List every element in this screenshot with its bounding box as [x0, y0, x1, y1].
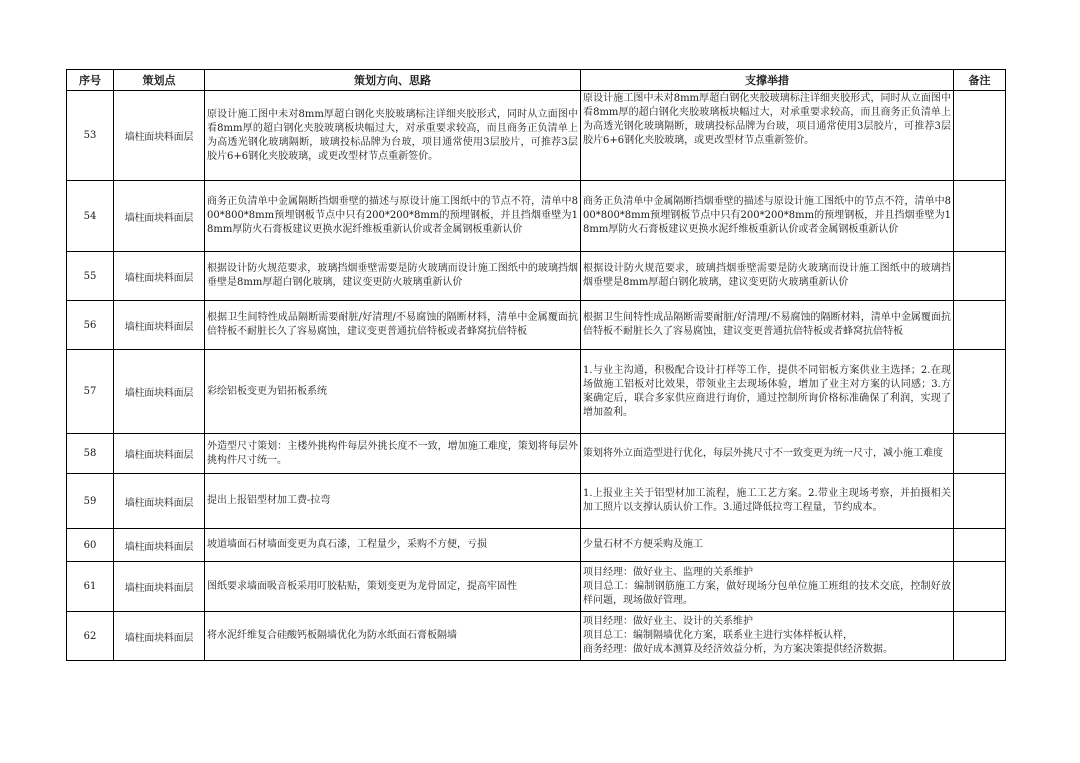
row-support: 少量石材不方便采购及施工	[581, 529, 954, 562]
table-row	[67, 91, 1006, 181]
row-support: 原设计施工图中未对8mm厚超白钢化夹胶玻璃标注详细夹胶形式，同时从立面图中看8mm厚的超白钢化夹胶玻璃板块幅过大，对承重要求较高，而且商务正负清单上为高透光钢化玻璃隔断，玻璃投标品牌为台玻，项目通常使用3层胶片，可推荐3层胶片6+6钢化夹胶玻璃，或更改型材节点重新签价。	[581, 91, 954, 181]
planning-table	[66, 69, 1006, 661]
row-planning-point: 墙柱面块料面层	[114, 562, 205, 612]
table-row	[67, 474, 1006, 529]
support-line: 项目总工：编制隔墙优化方案，联系业主进行实体样板认样，	[583, 630, 853, 641]
table-row	[67, 434, 1006, 474]
row-support: 根据卫生间特性成品隔断需要耐脏/好清理/不易腐蚀的隔断材料，清单中金属覆面抗倍特板不耐脏长久了容易腐蚀，建议变更普通抗倍特板或者蜂窝抗倍特板	[581, 301, 954, 350]
header-direction: 策划方向、思路	[205, 70, 581, 91]
table-row	[67, 562, 1006, 612]
row-seq: 61	[67, 562, 114, 612]
row-seq: 62	[67, 612, 114, 661]
row-seq: 59	[67, 474, 114, 529]
row-direction: 外造型尺寸策划：主楼外挑构件每层外挑长度不一致，增加施工难度，策划将每层外挑构件尺寸统一。	[205, 434, 581, 474]
row-note	[954, 181, 1006, 252]
row-planning-point: 墙柱面块料面层	[114, 252, 205, 301]
support-line: 项目经理：做好业主、监理的关系维护	[583, 566, 753, 578]
row-support	[581, 612, 954, 661]
header-support-measures: 支撑举措	[581, 70, 954, 91]
row-support	[581, 562, 954, 612]
row-support: 1.与业主沟通，积极配合设计打样等工作，提供不同铝板方案供业主选择；2.在现场做施工铝板对比效果，带领业主去现场体验，增加了业主对方案的认同感；3.方案确定后，联合多家供应商进行询价，通过控制所询价格标准确保了利润，实现了增加盈利。	[581, 350, 954, 434]
row-direction: 彩绘铝板变更为铝拓板系统	[205, 350, 581, 434]
table-row	[67, 612, 1006, 661]
row-note	[954, 91, 1006, 181]
row-seq: 55	[67, 252, 114, 301]
row-planning-point: 墙柱面块料面层	[114, 181, 205, 252]
row-direction: 坡道墙面石材墙面变更为真石漆，工程量少，采购不方便，亏损	[205, 529, 581, 562]
table-header-row	[67, 70, 1006, 91]
row-note	[954, 350, 1006, 434]
table-row	[67, 252, 1006, 301]
table-row	[67, 301, 1006, 350]
row-direction: 将水泥纤维复合硅酸钙板隔墙优化为防水纸面石膏板隔墙	[205, 612, 581, 661]
row-direction: 图纸要求墙面吸音板采用叮胶粘贴，策划变更为龙骨固定，提高牢固性	[205, 562, 581, 612]
row-seq: 53	[67, 91, 114, 181]
row-note	[954, 562, 1006, 612]
row-note	[954, 301, 1006, 350]
row-support: 商务正负清单中金属隔断挡烟垂壁的描述与原设计施工图纸中的节点不符，清单中800*800*8mm预埋钢板节点中只有200*200*8mm的预埋钢板，并且挡烟垂壁为18mm厚防火石膏板建议更换水泥纤维板重新认价或者金属钢板重新认价	[581, 181, 954, 252]
row-planning-point: 墙柱面块料面层	[114, 474, 205, 529]
row-note	[954, 474, 1006, 529]
header-planning-point: 策划点	[114, 70, 205, 91]
row-support: 策划将外立面造型进行优化，每层外挑尺寸不一致变更为统一尺寸，减小施工难度	[581, 434, 954, 474]
row-direction: 原设计施工图中未对8mm厚超白钢化夹胶玻璃标注详细夹胶形式，同时从立面图中看8mm厚的超白钢化夹胶玻璃板块幅过大，对承重要求较高，而且商务正负清单上为高透光钢化玻璃隔断，玻璃投标品牌为台玻，项目通常使用3层胶片，可推荐3层胶片6+6钢化夹胶玻璃，或更改型材节点重新签价。	[205, 91, 581, 181]
header-notes: 备注	[954, 70, 1006, 91]
row-planning-point: 墙柱面块料面层	[114, 612, 205, 661]
row-note	[954, 252, 1006, 301]
support-line: 商务经理：做好成本测算及经济效益分析，为方案决策提供经济数据。	[583, 644, 893, 655]
row-seq: 56	[67, 301, 114, 350]
row-support: 根据设计防火规范要求，玻璃挡烟垂壁需要是防火玻璃而设计施工图纸中的玻璃挡烟垂壁是8mm厚超白钢化玻璃，建议变更防火玻璃重新认价	[581, 252, 954, 301]
support-line: 项目总工：编制钢筋施工方案，做好现场分包单位施工班组的技术交底，控制好放样问题，现场做好管理。	[583, 580, 951, 606]
row-direction: 提出上报铝型材加工费-拉弯	[205, 474, 581, 529]
row-planning-point: 墙柱面块料面层	[114, 350, 205, 434]
row-planning-point: 墙柱面块料面层	[114, 529, 205, 562]
row-seq: 54	[67, 181, 114, 252]
table-row	[67, 350, 1006, 434]
table-row	[67, 181, 1006, 252]
row-direction: 商务正负清单中金属隔断挡烟垂壁的描述与原设计施工图纸中的节点不符，清单中800*800*8mm预埋钢板节点中只有200*200*8mm的预埋钢板，并且挡烟垂壁为18mm厚防火石膏板建议更换水泥纤维板重新认价或者金属钢板重新认价	[205, 181, 581, 252]
row-seq: 60	[67, 529, 114, 562]
row-planning-point: 墙柱面块料面层	[114, 91, 205, 181]
row-planning-point: 墙柱面块料面层	[114, 434, 205, 474]
support-line: 项目经理：做好业主、设计的关系维护	[583, 616, 753, 627]
header-seq: 序号	[67, 70, 114, 91]
row-seq: 57	[67, 350, 114, 434]
row-direction: 根据卫生间特性成品隔断需要耐脏/好清理/不易腐蚀的隔断材料，清单中金属覆面抗倍特板不耐脏长久了容易腐蚀，建议变更普通抗倍特板或者蜂窝抗倍特板	[205, 301, 581, 350]
row-planning-point: 墙柱面块料面层	[114, 301, 205, 350]
row-direction: 根据设计防火规范要求，玻璃挡烟垂壁需要是防火玻璃而设计施工图纸中的玻璃挡烟垂壁是8mm厚超白钢化玻璃，建议变更防火玻璃重新认价	[205, 252, 581, 301]
row-note	[954, 529, 1006, 562]
row-seq: 58	[67, 434, 114, 474]
row-note	[954, 434, 1006, 474]
row-support: 1.上报业主关于铝型材加工流程，施工工艺方案。2.带业主现场考察，并拍摄相关加工照片以支撑认质认价工作。3.通过降低拉弯工程量，节约成本。	[581, 474, 954, 529]
row-note	[954, 612, 1006, 661]
table-row	[67, 529, 1006, 562]
